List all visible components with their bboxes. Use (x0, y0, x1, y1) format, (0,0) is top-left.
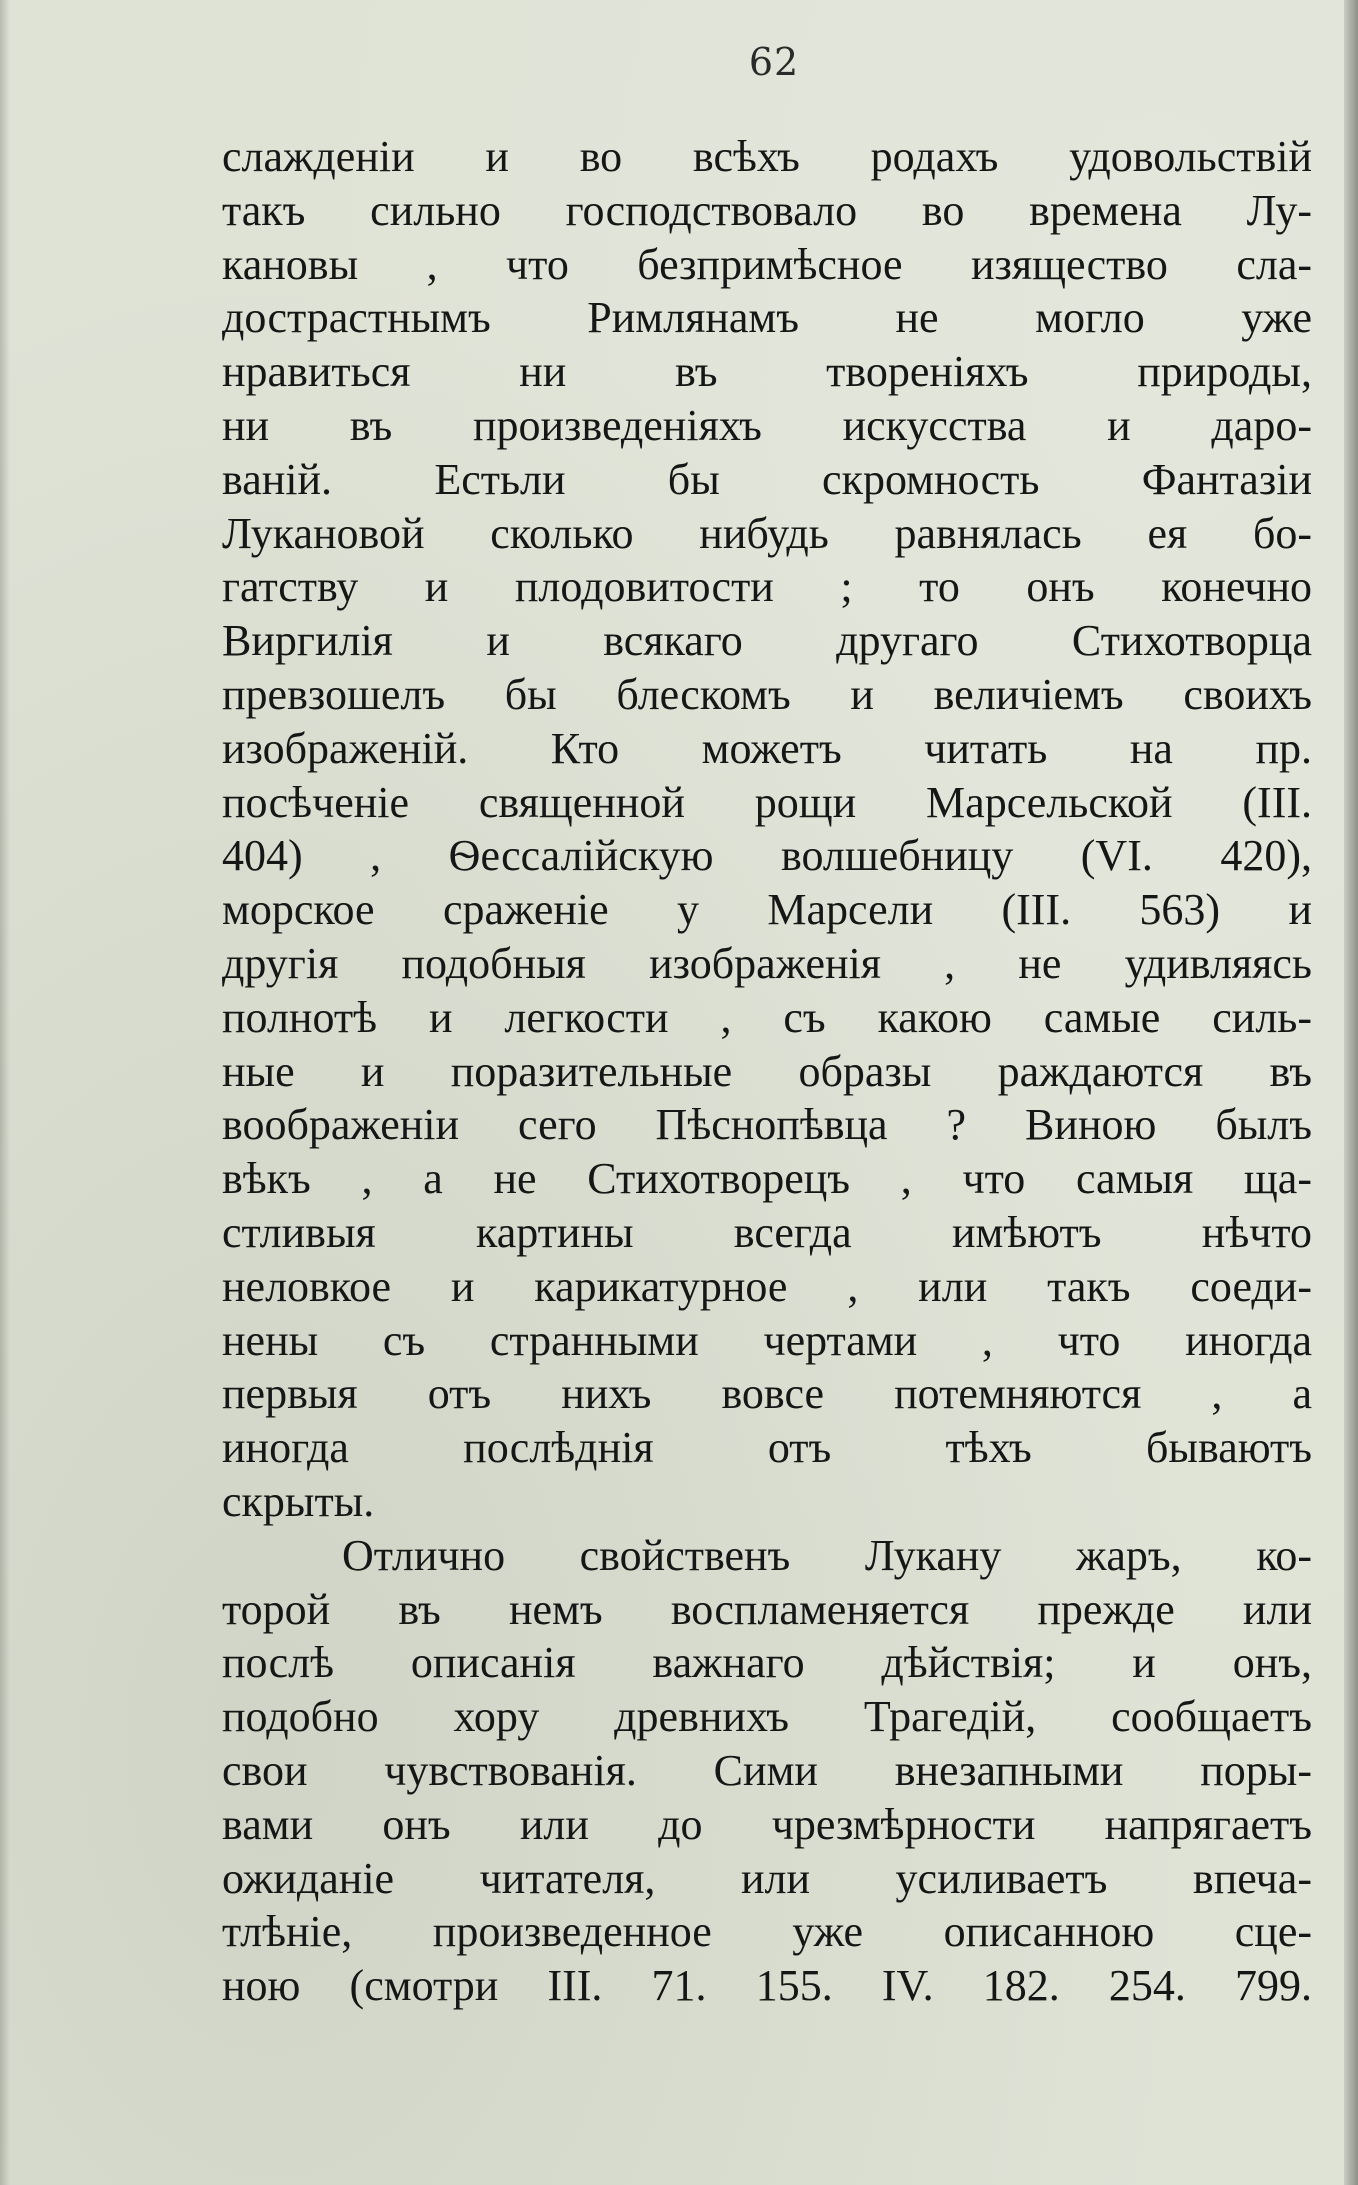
text-line: ные и поразительные образы раждаются въ (222, 1046, 1312, 1096)
page-edge-shadow (1344, 0, 1358, 2185)
page-gutter-shadow (0, 0, 10, 2185)
text-line: нравиться ни въ твореніяхъ природы, (222, 347, 1312, 397)
text-line: первыя отъ нихъ вовсе потемняются , а (222, 1369, 1312, 1419)
text-line: торой въ немъ воспламеняется прежде или (222, 1584, 1312, 1634)
text-line: неловкое и карикатурное , или такъ соеди- (222, 1261, 1312, 1311)
text-line: другія подобныя изображенія , не удивляясь (222, 938, 1312, 988)
text-line: ни въ произведеніяхъ искусства и даро- (222, 400, 1312, 450)
text-line: свои чувствованія. Сими внезапными поры- (222, 1745, 1312, 1795)
text-line: 404) , Ѳессалійскую волшебницу (VI. 420), (222, 831, 1312, 881)
text-line: полнотѣ и легкости , съ какою самые силь- (222, 992, 1312, 1042)
text-line: гатству и плодовитости ; то онъ конечно (222, 562, 1312, 612)
text-line: послѣ описанія важнаго дѣйствія; и онъ, (222, 1638, 1312, 1688)
page-number: 62 (748, 40, 800, 84)
text-line: стливыя картины всегда имѣютъ нѣчто (222, 1207, 1312, 1257)
text-line: ваній. Естьли бы скромность Фантазіи (222, 454, 1312, 504)
text-line: воображеніи сего Пѣснопѣвца ? Виною былъ (222, 1100, 1312, 1150)
text-line: посѣченіе священной рощи Марсельской (III. (222, 777, 1312, 827)
text-line: подобно хору древнихъ Трагедій, сообщаетъ (222, 1692, 1312, 1742)
text-line: нены съ странными чертами , что иногда (222, 1315, 1312, 1365)
text-line: превзошелъ бы блескомъ и величіемъ своихъ (222, 669, 1312, 719)
text-line: морское сраженіе у Марсели (III. 563) и (222, 885, 1312, 935)
body-text (222, 130, 1312, 2013)
text-line: вѣкъ , а не Стихотворецъ , что самыя ща- (222, 1154, 1312, 1204)
text-line: вами онъ или до чрезмѣрности напрягаетъ (222, 1799, 1312, 1849)
text-line: Виргилія и всякаго другаго Стихотворца (222, 616, 1312, 666)
text-line: дострастнымъ Римлянамъ не могло уже (222, 293, 1312, 343)
text-line: Отлично свойственъ Лукану жаръ, ко- (342, 1530, 1312, 1580)
text-line: кановы , что безпримѣсное изящество сла- (222, 239, 1312, 289)
text-line: ожиданіе читателя, или усиливаетъ впеча- (222, 1853, 1312, 1903)
text-line: такъ сильно господствовало во времена Лу- (222, 185, 1312, 235)
text-line: иногда послѣднія отъ тѣхъ бываютъ (222, 1423, 1312, 1473)
text-line: скрыты. (222, 1476, 375, 1526)
text-line: Лукановой сколько нибудь равнялась ея бо- (222, 508, 1312, 558)
text-line: ною (смотри III. 71. 155. IV. 182. 254. 799. (222, 1961, 1312, 2011)
text-line: слажденіи и во всѣхъ родахъ удовольствій (222, 132, 1312, 181)
text-line: тлѣніе, произведенное уже описанною сце- (222, 1907, 1312, 1957)
text-line: изображеній. Кто можетъ читать на пр. (222, 723, 1312, 773)
